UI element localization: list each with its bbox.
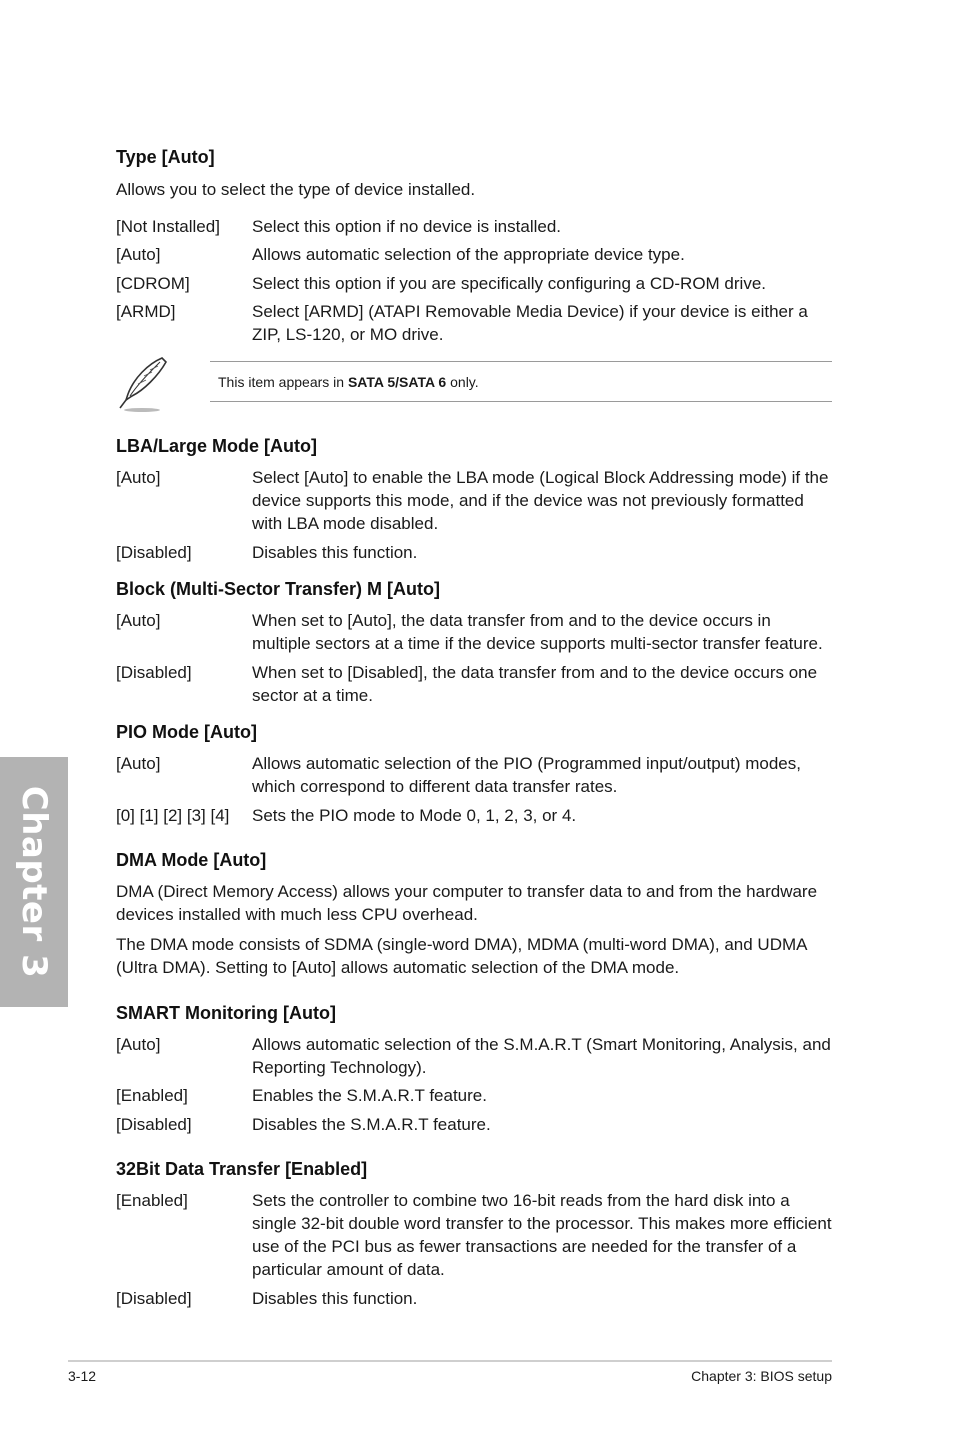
note-text: This item appears in SATA 5/SATA 6 only. (218, 374, 479, 390)
footer-chapter-title: Chapter 3: BIOS setup (691, 1368, 832, 1384)
option-description: Select this option if no device is installed. (252, 217, 562, 236)
option-description: When set to [Disabled], the data transfer from and to the device occurs one sector at a time. (252, 663, 818, 705)
section-heading-pio: PIO Mode [Auto] (116, 722, 257, 742)
chapter-tab-label: Chapter 3 (14, 785, 54, 979)
pencil-note-icon (116, 354, 172, 412)
note-bold: SATA 5/SATA 6 (347, 374, 447, 390)
option-description: Select [ARMD] (ATAPI Removable Media Device) if your device is either a ZIP, LS-120, or MO drive. (252, 302, 808, 344)
option-label: [Not Installed] (116, 217, 220, 236)
note-box (116, 352, 832, 414)
option-label: [Enabled] (116, 1086, 188, 1105)
chapter-side-tab (0, 757, 68, 1007)
option-description: Allows automatic selection of the PIO (Programmed input/output) modes, which correspond to different data transfer rates. (252, 754, 801, 796)
option-description: Disables this function. (252, 1289, 418, 1308)
option-label: [Disabled] (116, 1115, 192, 1134)
option-label: [ARMD] (116, 302, 176, 321)
note-top-rule (210, 361, 832, 362)
page-number: 3-12 (68, 1368, 97, 1384)
footer-rule (68, 1360, 832, 1362)
section-heading-smart: SMART Monitoring [Auto] (116, 1003, 336, 1023)
option-label: [0] [1] [2] [3] [4] (116, 806, 230, 825)
option-label: [Auto] (116, 754, 161, 773)
section-heading-block: Block (Multi-Sector Transfer) M [Auto] (116, 579, 441, 599)
option-label: [Enabled] (116, 1191, 188, 1210)
option-description: Disables the S.M.A.R.T feature. (252, 1115, 491, 1134)
option-description: Select this option if you are specifically configuring a CD-ROM drive. (252, 274, 766, 293)
section-heading-32bit: 32Bit Data Transfer [Enabled] (116, 1159, 368, 1179)
dma-paragraph: DMA (Direct Memory Access) allows your computer to transfer data to and from the hardware devices installed with much less CPU overhead. (116, 882, 818, 924)
option-label: [Disabled] (116, 543, 192, 562)
option-description: Disables this function. (252, 543, 418, 562)
option-label: [Auto] (116, 611, 161, 630)
type-intro: Allows you to select the type of device installed. (116, 180, 476, 199)
option-label: [Disabled] (116, 1289, 192, 1308)
option-description: When set to [Auto], the data transfer from and to the device occurs in multiple sectors at a time if the device supports multi-sector transfer feature. (252, 611, 823, 653)
section-heading-type: Type [Auto] (116, 147, 215, 167)
option-label: [Auto] (116, 245, 161, 264)
option-label: [Auto] (116, 1035, 161, 1054)
option-label: [Auto] (116, 468, 161, 487)
option-label: [CDROM] (116, 274, 190, 293)
section-heading-dma: DMA Mode [Auto] (116, 850, 267, 870)
option-description: Sets the controller to combine two 16-bit reads from the hard disk into a single 32-bit double word transfer to the processor. This makes more efficient use of the PCI bus as fewer transactions are needed for the transfer of a particular amount of data. (252, 1191, 832, 1279)
note-bottom-rule (210, 401, 832, 402)
option-description: Enables the S.M.A.R.T feature. (252, 1086, 487, 1105)
option-label: [Disabled] (116, 663, 192, 682)
dma-paragraph: The DMA mode consists of SDMA (single-word DMA), MDMA (multi-word DMA), and UDMA (Ultra DMA). Setting to [Auto] allows automatic selection of the DMA mode. (116, 935, 807, 977)
option-description: Allows automatic selection of the appropriate device type. (252, 245, 685, 264)
option-description: Select [Auto] to enable the LBA mode (Logical Block Addressing mode) if the device supports this mode, and if the device was not previously formatted with LBA mode disabled. (252, 468, 829, 533)
option-description: Allows automatic selection of the S.M.A.R.T (Smart Monitoring, Analysis, and Reporting Technology). (252, 1035, 831, 1077)
section-heading-lba: LBA/Large Mode [Auto] (116, 436, 317, 456)
option-description: Sets the PIO mode to Mode 0, 1, 2, 3, or 4. (252, 806, 577, 825)
